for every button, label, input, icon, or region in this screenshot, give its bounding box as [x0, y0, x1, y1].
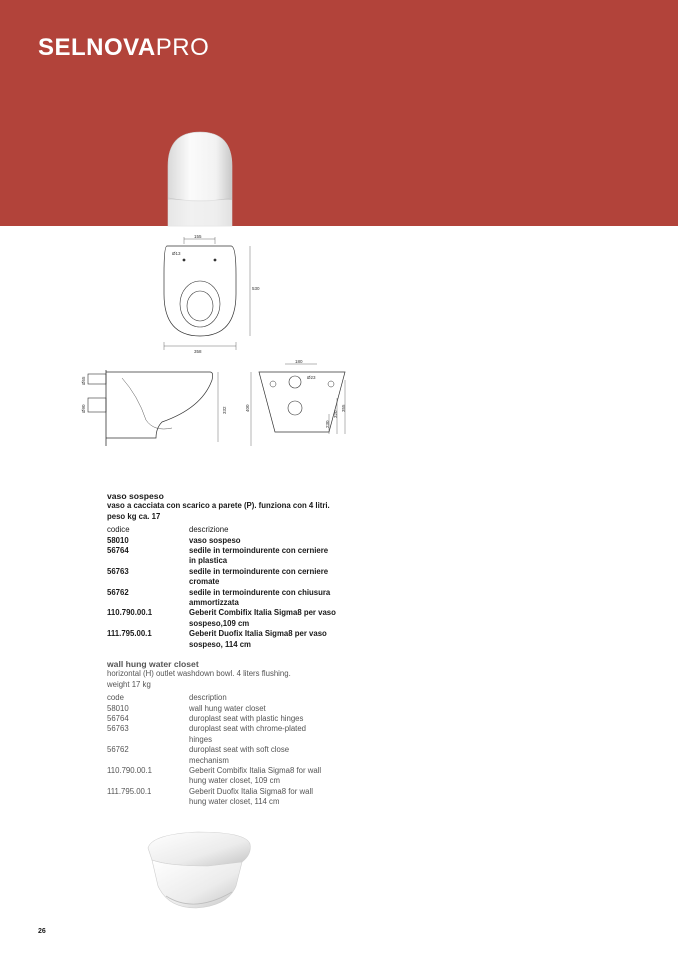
- dim-rear-r2: 320: [333, 410, 338, 418]
- dim-rear-inner: Ø23: [307, 375, 316, 380]
- row-desc: in plastica: [189, 556, 228, 566]
- dim-rear-r1: 230: [325, 420, 330, 428]
- english-col-code: code: [107, 693, 124, 703]
- row-code: 56763: [107, 724, 129, 734]
- row-code: 111.795.00.1: [107, 786, 152, 796]
- row-desc: sedile in termoindurente con chiusura: [189, 587, 331, 597]
- brand-bold: SELNOVA: [38, 34, 156, 61]
- table-row: [107, 546, 357, 567]
- drawing-top-view: [160, 234, 260, 354]
- table-row: [107, 724, 357, 745]
- row-code: 56762: [107, 745, 129, 755]
- english-title: wall hung water closet: [107, 659, 199, 669]
- row-desc: ammortizzata: [189, 598, 239, 608]
- row-desc: duroplast seat with chrome-plated: [189, 724, 307, 734]
- italian-title: vaso sospeso: [107, 491, 164, 501]
- row-desc: duroplast seat with soft close: [189, 745, 290, 755]
- dim-rear-frame: 400: [245, 404, 250, 412]
- row-code: 56764: [107, 714, 129, 724]
- row-code: 56764: [107, 546, 129, 556]
- row-desc: wall hung water closet: [189, 703, 266, 713]
- row-desc: sedile in termoindurente con cerniere: [189, 546, 329, 556]
- italian-description-line2: peso kg ca. 17: [107, 511, 161, 521]
- row-desc: Geberit Duofix Italia Sigma8 per vaso: [189, 629, 327, 639]
- italian-col-code: codice: [107, 525, 130, 535]
- row-desc: Geberit Duofix Italia Sigma8 for wall: [189, 786, 313, 796]
- row-desc: hung water closet, 109 cm: [189, 776, 281, 786]
- drawing-side-view: [82, 368, 232, 448]
- row-desc: hinges: [189, 734, 212, 744]
- italian-col-desc: descrizione: [189, 525, 229, 535]
- dim-side-height: 332: [222, 406, 227, 414]
- row-code: 58010: [107, 535, 129, 545]
- product-front-photo: [160, 128, 240, 233]
- row-code: 110.790.00.1: [107, 766, 152, 776]
- row-desc: sedile in termoindurente con cerniere: [189, 566, 329, 576]
- drawing-rear-view: [245, 358, 365, 448]
- row-desc: sospeso, 114 cm: [189, 639, 251, 649]
- row-desc: mechanism: [189, 755, 229, 765]
- row-desc: cromate: [189, 577, 220, 587]
- dim-rear-r3: 355: [341, 404, 346, 412]
- row-code: 110.790.00.1: [107, 608, 153, 618]
- dim-holes: 155: [194, 234, 202, 239]
- table-row: [107, 567, 357, 588]
- dim-side-b: Ø90: [81, 404, 86, 413]
- table-row: [107, 745, 357, 766]
- row-code: 111.795.00.1: [107, 629, 152, 639]
- english-description-line2: weight 17 kg: [107, 679, 151, 689]
- dim-hole-diameter: Ø13: [172, 251, 181, 256]
- row-desc: vaso sospeso: [189, 535, 241, 545]
- row-desc: Geberit Combifix Italia Sigma8 for wall: [189, 766, 322, 776]
- row-desc: sospeso,109 cm: [189, 618, 250, 628]
- row-desc: Geberit Combifix Italia Sigma8 per vaso: [189, 608, 336, 618]
- english-spec-block: [107, 659, 357, 808]
- table-row: [107, 714, 357, 724]
- english-col-desc: description: [189, 693, 227, 703]
- page-number: 26: [38, 928, 46, 935]
- row-desc: hung water closet, 114 cm: [189, 797, 280, 807]
- table-row: [107, 588, 357, 609]
- row-desc: duroplast seat with plastic hinges: [189, 714, 304, 724]
- table-row: [107, 536, 357, 546]
- table-row: [107, 704, 357, 714]
- english-table-header: [107, 693, 357, 703]
- italian-table-header: [107, 525, 357, 535]
- row-code: 56763: [107, 566, 129, 576]
- dim-width: 358: [194, 349, 202, 354]
- dim-side-a: Ø55: [81, 376, 86, 385]
- table-row: [107, 629, 357, 650]
- row-code: 58010: [107, 703, 129, 713]
- table-row: [107, 787, 357, 808]
- english-description-line1: horizontal (H) outlet washdown bowl. 4 liters flushing.: [107, 669, 291, 679]
- dim-rear-top: 180: [295, 359, 303, 364]
- brand-title: [38, 34, 209, 62]
- brand-light: PRO: [155, 34, 210, 61]
- table-row: [107, 766, 357, 787]
- dim-length: 530: [252, 286, 260, 291]
- italian-description-line1: vaso a cacciata con scarico a parete (P). funziona con 4 litri.: [107, 501, 330, 511]
- table-row: [107, 608, 357, 629]
- italian-spec-block: [107, 491, 357, 650]
- row-code: 56762: [107, 587, 129, 597]
- product-perspective-photo: [138, 826, 268, 916]
